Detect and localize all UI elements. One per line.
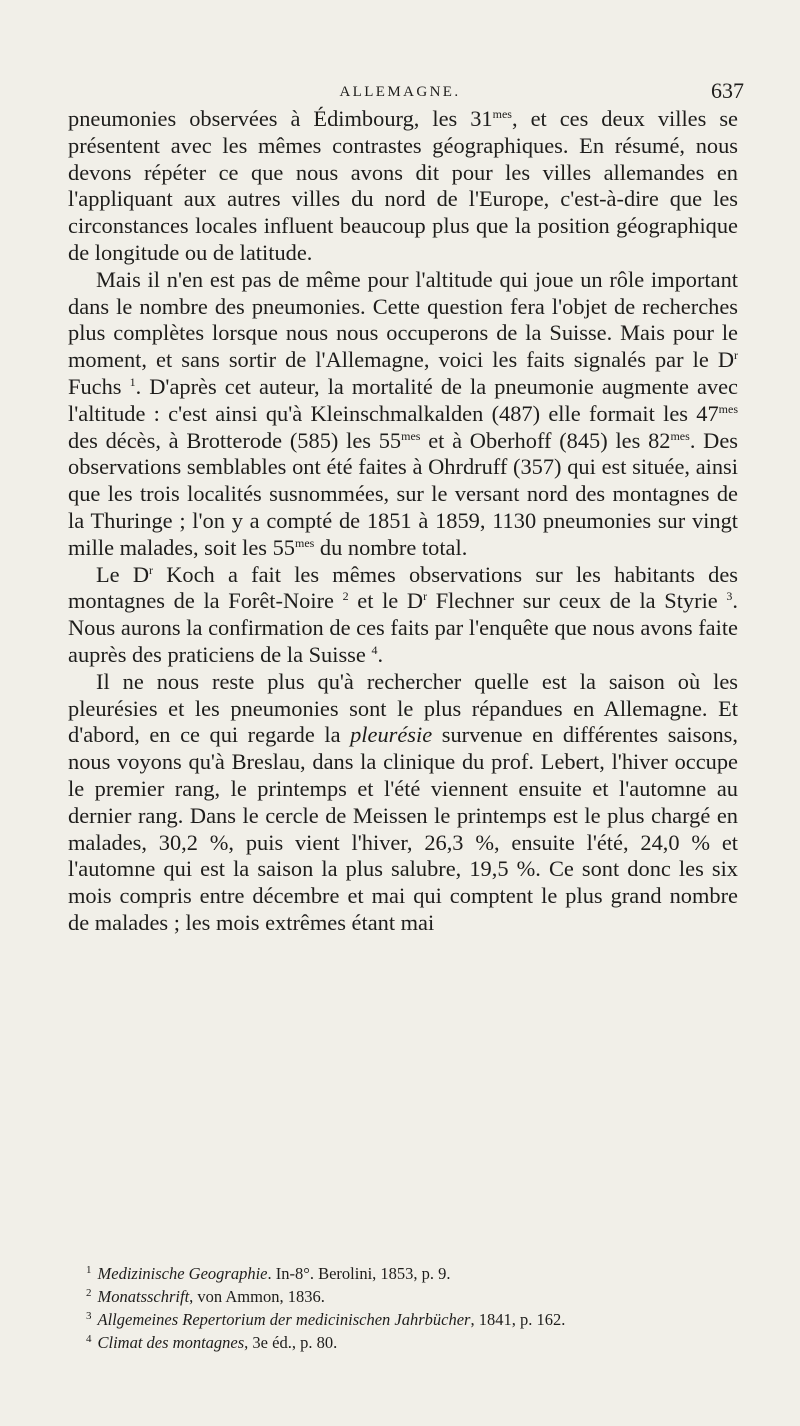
page-number: 637 bbox=[711, 78, 744, 103]
footnote-ref-2: 2 bbox=[342, 589, 349, 604]
paragraph-4: Il ne nous reste plus qu'à rechercher quelle est la saison où les pleurésies et les pneumonies sont le plus répandues en Allemagne. Et d'abord, en ce qui regarde la pleurésie survenue en différentes saisons, nous voyons qu'à Breslau, dans la clinique du prof. Lebert, l'hiver occupe le premier rang, le printemps et l'été viennent ensuite et l'automne au dernier rang. Dans le cercle de Meissen le printemps est le plus chargé en malades, 30,2 %, puis vient l'hiver, 26,3 %, ensuite l'été, 24,0 % et l'automne qui est la saison la plus salubre, 19,5 %. Ce sont donc les six mois compris entre décembre et mai qui comptent le plus grand nombre de malades ; les mois extrêmes étant mai bbox=[68, 668, 738, 935]
footnote-ref-4: 4 bbox=[371, 642, 378, 657]
paragraph-1: pneumonies observées à Édimbourg, les $31^{mes}$, et ces deux villes se présentent avec les mêmes contrastes géographiques. En résumé, nous devons répéter ce que nous avons dit pour les villes allemandes en l'appliquant aux autres villes du nord de l'Europe, c'est-à-dire que les circonstances locales influent beaucoup plus que la position géographique de longitude ou de latitude. bbox=[68, 106, 738, 265]
footnote-2: $^2$ Monatsschrift, von Ammon, 1836. bbox=[86, 1287, 325, 1306]
footnote-1: $^1$ Medizinische Geographie. In-8°. Berolini, 1853, p. 9. bbox=[86, 1264, 451, 1283]
footnote-ref-3: 3 bbox=[726, 589, 733, 604]
footnote-4: $^4$ Climat des montagnes, 3e éd., p. 80. bbox=[86, 1333, 338, 1352]
footnote-ref-1: 1 bbox=[129, 374, 136, 389]
running-head-title: ALLEMAGNE. bbox=[339, 84, 461, 100]
paragraph-3: Le $D^r$ Koch a fait les mêmes observations sur les habitants des montagnes de la Forêt-Noire $^2$ et le $D^r$ Flechner sur ceux de la Styrie $^3$. Nous aurons la confirmation de ces faits par l'enquête que nous avons faite auprès des praticiens de la Suisse $^4$. bbox=[68, 561, 739, 667]
running-head bbox=[0, 80, 800, 106]
body-text bbox=[68, 106, 738, 937]
emphasis-pleuresie: pleurésie bbox=[350, 722, 433, 748]
paragraph-2: Mais il n'en est pas de même pour l'altitude qui joue un rôle important dans le nombre des pneumonies. Cette question fera l'objet de recherches plus complètes lorsque nous nous occuperons de la Suisse. Mais pour le moment, et sans sortir de l'Allemagne, voici les faits signalés par le $D^r$ Fuchs $^1$. D'après cet auteur, la mortalité de la pneumonie augmente avec l'altitude : c'est ainsi qu'à Kleinschmalkalden (487) elle formait les $47^{mes}$ des décès, à Brotterode (585) les $55^{mes}$ et à Oberhoff (845) les $82^{mes}$. Des observations semblables ont été faites à Ohrdruff (357) qui est située, ainsi que les trois localités susnommées, sur le versant nord des montagnes de la Thuringe ; l'on y a compté de 1851 à 1859, 1130 pneumonies sur vingt mille malades, soit les $55^{mes}$ du nombre total. bbox=[68, 266, 738, 560]
footnotes bbox=[68, 1262, 738, 1354]
footnote-3: $^3$ Allgemeines Repertorium der medicinischen Jahrbücher, 1841, p. 162. bbox=[86, 1310, 566, 1329]
